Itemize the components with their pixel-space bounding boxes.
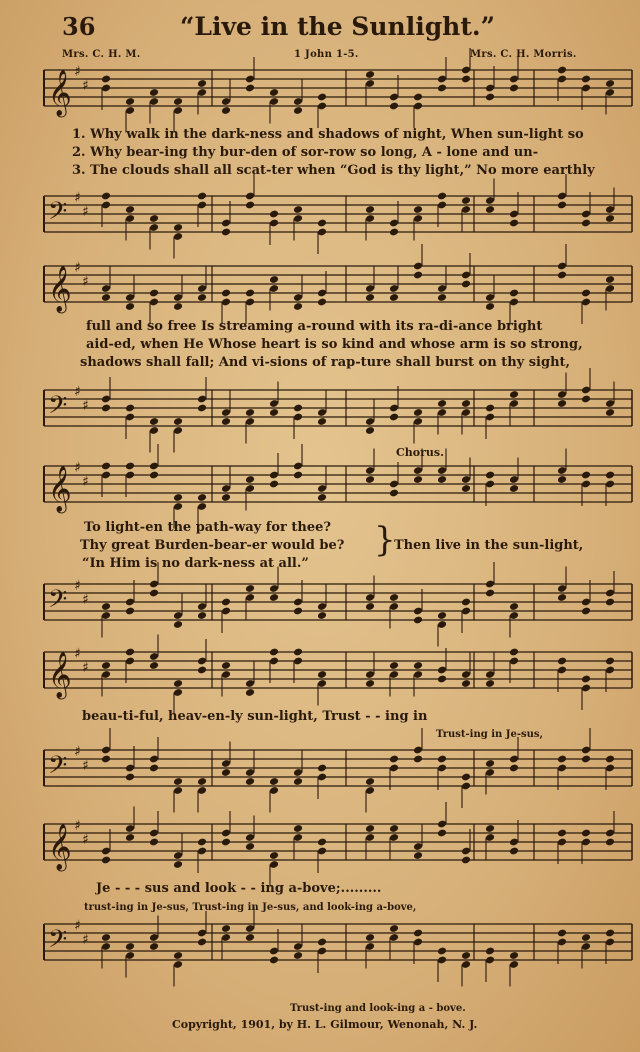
- note-head: [437, 84, 447, 93]
- note-head: [413, 408, 423, 417]
- sharp-icon: ♯: [74, 460, 81, 476]
- note-head: [245, 688, 255, 697]
- note-head: [605, 657, 615, 666]
- sharp-icon: ♯: [82, 592, 89, 608]
- note-head: [605, 755, 615, 764]
- note-head: [557, 399, 567, 408]
- note-head: [485, 404, 495, 413]
- bass-clef-icon: 𝄢: [48, 585, 68, 620]
- note-head: [173, 679, 183, 688]
- treble-clef-icon: 𝄞: [48, 70, 72, 116]
- note-head: [413, 93, 423, 102]
- note-head: [173, 417, 183, 426]
- treble-staff-system-5: [34, 818, 634, 870]
- note-head: [197, 493, 207, 502]
- note-head: [413, 616, 423, 625]
- note-head: [605, 408, 615, 417]
- system-3-verse-2: Thy great Burden-bear-er would be?: [80, 538, 345, 553]
- note-head: [485, 93, 495, 102]
- note-head: [509, 648, 519, 657]
- note-head: [365, 824, 375, 833]
- bass-clef-icon: 𝄢: [48, 197, 68, 232]
- note-head: [485, 759, 495, 768]
- note-head: [365, 426, 375, 435]
- note-head: [173, 951, 183, 960]
- note-head: [293, 106, 303, 115]
- system-3-verse-1: To light-en the path-way for thee?: [84, 520, 332, 535]
- note-head: [461, 773, 471, 782]
- note-head: [221, 768, 231, 777]
- note-head: [197, 293, 207, 302]
- note-head: [389, 924, 399, 933]
- note-head: [437, 475, 447, 484]
- sharp-icon: ♯: [74, 578, 81, 594]
- note-head: [221, 228, 231, 237]
- note-head: [173, 493, 183, 502]
- note-head: [293, 607, 303, 616]
- system-2-verse-3: shadows shall fall; And vi-sions of rap-ture shall burst on thy sight,: [80, 355, 571, 370]
- note-head: [581, 675, 591, 684]
- note-head: [461, 856, 471, 865]
- note-head: [557, 593, 567, 602]
- note-head: [509, 390, 519, 399]
- note-head: [101, 293, 111, 302]
- bass-staff-system-1: [34, 192, 634, 238]
- note-head: [509, 847, 519, 856]
- note-head: [125, 462, 135, 471]
- system-1-verse-2: 2. Why bear-ing thy bur-den of sor-row so long, A - lone and un-: [72, 145, 539, 160]
- note-head: [269, 777, 279, 786]
- note-head: [413, 929, 423, 938]
- sharp-icon: ♯: [74, 646, 81, 662]
- treble-clef-icon: 𝄞: [48, 466, 72, 512]
- note-head: [437, 399, 447, 408]
- note-head: [149, 838, 159, 847]
- note-head: [461, 598, 471, 607]
- system-3-chorus: Then live in the sun-light,: [394, 538, 584, 553]
- note-head: [125, 607, 135, 616]
- note-head: [269, 88, 279, 97]
- note-head: [101, 755, 111, 764]
- treble-staff-system-1: [34, 64, 634, 116]
- note-head: [197, 192, 207, 201]
- note-head: [437, 755, 447, 764]
- note-head: [293, 951, 303, 960]
- treble-clef-icon: 𝄞: [48, 652, 72, 698]
- note-head: [149, 661, 159, 670]
- note-head: [365, 679, 375, 688]
- note-head: [605, 838, 615, 847]
- treble-staff-system-2: [34, 260, 634, 312]
- note-head: [437, 829, 447, 838]
- bass-staff-system-2: [34, 386, 634, 432]
- note-head: [605, 79, 615, 88]
- note-head: [317, 670, 327, 679]
- note-head: [125, 404, 135, 413]
- note-head: [413, 205, 423, 214]
- bass-clef-icon: 𝄢: [48, 925, 68, 960]
- treble-clef-icon: 𝄞: [48, 266, 72, 312]
- chorus-label: Chorus.: [396, 446, 444, 459]
- note-head: [413, 851, 423, 860]
- note-head: [509, 219, 519, 228]
- note-head: [317, 764, 327, 773]
- note-head: [581, 755, 591, 764]
- bass-clef-icon: 𝄢: [48, 751, 68, 786]
- note-head: [197, 79, 207, 88]
- note-head: [101, 602, 111, 611]
- system-5-bass-echo: Trust-ing and look-ing a - bove.: [290, 1003, 466, 1014]
- sharp-icon: ♯: [82, 660, 89, 676]
- note-head: [221, 838, 231, 847]
- note-head: [101, 192, 111, 201]
- note-head: [437, 293, 447, 302]
- sharp-icon: ♯: [82, 932, 89, 948]
- copyright-line: Copyright, 1901, by H. L. Gilmour, Wenonah, N. J.: [172, 1018, 478, 1031]
- note-head: [581, 395, 591, 404]
- note-head: [197, 777, 207, 786]
- system-1-verse-1: 1. Why walk in the dark-ness and shadows of night, When sun-light so: [72, 127, 584, 142]
- note-head: [365, 933, 375, 942]
- note-head: [149, 471, 159, 480]
- note-head: [149, 289, 159, 298]
- note-head: [245, 201, 255, 210]
- note-head: [317, 938, 327, 947]
- note-head: [317, 838, 327, 847]
- note-head: [269, 275, 279, 284]
- note-head: [557, 66, 567, 75]
- sharp-icon: ♯: [74, 818, 81, 834]
- note-head: [509, 764, 519, 773]
- note-head: [365, 293, 375, 302]
- system-5-chorus: Je - - - sus and look - - ing a-bove;.........: [96, 881, 382, 896]
- note-head: [557, 829, 567, 838]
- note-head: [125, 773, 135, 782]
- note-head: [245, 584, 255, 593]
- note-head: [221, 106, 231, 115]
- note-head: [197, 838, 207, 847]
- note-head: [293, 404, 303, 413]
- note-head: [389, 413, 399, 422]
- note-head: [461, 484, 471, 493]
- note-head: [365, 70, 375, 79]
- sharp-icon: ♯: [82, 204, 89, 220]
- system-2-verse-1: full and so free Is streaming a-round with its ra-di-ance bright: [86, 319, 543, 334]
- note-head: [149, 942, 159, 951]
- system-1-verse-3: 3. The clouds shall all scat-ter when “God is thy light,” No more earthly: [72, 163, 595, 178]
- note-head: [461, 75, 471, 84]
- note-head: [509, 289, 519, 298]
- bass-staff-system-3: [34, 580, 634, 626]
- sharp-icon: ♯: [82, 832, 89, 848]
- note-head: [557, 271, 567, 280]
- note-head: [101, 462, 111, 471]
- system-2-verse-2: aid-ed, when He Whose heart is so kind and whose arm is so strong,: [86, 337, 583, 352]
- note-head: [173, 620, 183, 629]
- note-head: [557, 755, 567, 764]
- treble-staff-system-3: [34, 460, 634, 512]
- note-head: [245, 475, 255, 484]
- note-head: [485, 302, 495, 311]
- note-head: [389, 102, 399, 111]
- bass-clef-icon: 𝄢: [48, 391, 68, 426]
- note-head: [293, 777, 303, 786]
- note-head: [269, 480, 279, 489]
- note-head: [581, 75, 591, 84]
- note-head: [269, 593, 279, 602]
- note-head: [461, 951, 471, 960]
- note-head: [581, 933, 591, 942]
- note-head: [365, 205, 375, 214]
- credit-right: Mrs. C. H. Morris.: [470, 49, 577, 60]
- note-head: [605, 214, 615, 223]
- note-head: [293, 471, 303, 480]
- note-head: [293, 205, 303, 214]
- note-head: [125, 833, 135, 842]
- note-head: [149, 214, 159, 223]
- note-head: [149, 589, 159, 598]
- note-head: [149, 88, 159, 97]
- verse-brace: }: [374, 520, 396, 560]
- system-5-echo: trust-ing in Je-sus, Trust-ing in Je-sus, and look-ing a-bove,: [84, 902, 417, 913]
- note-head: [173, 777, 183, 786]
- note-head: [581, 607, 591, 616]
- sharp-icon: ♯: [82, 398, 89, 414]
- note-head: [173, 860, 183, 869]
- note-head: [413, 271, 423, 280]
- sharp-icon: ♯: [74, 744, 81, 760]
- note-head: [485, 589, 495, 598]
- note-head: [581, 829, 591, 838]
- note-head: [605, 598, 615, 607]
- note-head: [317, 93, 327, 102]
- sharp-icon: ♯: [82, 758, 89, 774]
- note-head: [317, 611, 327, 620]
- note-head: [221, 417, 231, 426]
- note-head: [485, 205, 495, 214]
- note-head: [173, 302, 183, 311]
- note-head: [437, 947, 447, 956]
- note-head: [125, 97, 135, 106]
- note-head: [461, 196, 471, 205]
- note-head: [485, 824, 495, 833]
- note-head: [509, 484, 519, 493]
- note-head: [317, 417, 327, 426]
- note-head: [269, 851, 279, 860]
- note-head: [149, 764, 159, 773]
- note-head: [317, 219, 327, 228]
- sharp-icon: ♯: [82, 474, 89, 490]
- note-head: [581, 289, 591, 298]
- sharp-icon: ♯: [74, 64, 81, 80]
- note-head: [437, 192, 447, 201]
- note-head: [101, 933, 111, 942]
- sharp-icon: ♯: [82, 78, 89, 94]
- note-head: [293, 648, 303, 657]
- note-head: [605, 471, 615, 480]
- note-head: [317, 298, 327, 307]
- note-head: [389, 293, 399, 302]
- note-head: [605, 929, 615, 938]
- note-head: [197, 666, 207, 675]
- note-head: [125, 648, 135, 657]
- note-head: [389, 593, 399, 602]
- note-head: [605, 275, 615, 284]
- note-head: [365, 602, 375, 611]
- note-head: [101, 75, 111, 84]
- note-head: [293, 302, 303, 311]
- note-head: [461, 679, 471, 688]
- note-head: [437, 675, 447, 684]
- note-head: [365, 475, 375, 484]
- note-head: [413, 755, 423, 764]
- sharp-icon: ♯: [74, 384, 81, 400]
- note-head: [245, 777, 255, 786]
- sharp-icon: ♯: [74, 190, 81, 206]
- note-head: [269, 956, 279, 965]
- note-head: [125, 205, 135, 214]
- note-head: [245, 842, 255, 851]
- note-head: [245, 408, 255, 417]
- hymn-title: “Live in the Sunlight.”: [180, 12, 495, 41]
- system-4-echo: Trust-ing in Je-sus,: [436, 729, 544, 740]
- note-head: [245, 84, 255, 93]
- note-head: [197, 404, 207, 413]
- note-head: [461, 280, 471, 289]
- note-head: [269, 408, 279, 417]
- note-head: [557, 475, 567, 484]
- note-head: [485, 679, 495, 688]
- note-head: [125, 942, 135, 951]
- system-3-verse-3: “In Him is no dark-ness at all.”: [82, 556, 309, 571]
- sharp-icon: ♯: [82, 274, 89, 290]
- note-head: [413, 475, 423, 484]
- note-head: [197, 611, 207, 620]
- note-head: [269, 648, 279, 657]
- note-head: [389, 489, 399, 498]
- note-head: [197, 938, 207, 947]
- note-head: [221, 661, 231, 670]
- note-head: [221, 289, 231, 298]
- note-head: [485, 471, 495, 480]
- note-head: [413, 661, 423, 670]
- note-head: [173, 97, 183, 106]
- note-head: [365, 777, 375, 786]
- note-head: [557, 929, 567, 938]
- note-head: [245, 933, 255, 942]
- note-head: [581, 219, 591, 228]
- note-head: [509, 84, 519, 93]
- note-head: [101, 404, 111, 413]
- note-head: [485, 947, 495, 956]
- note-head: [509, 602, 519, 611]
- note-head: [557, 657, 567, 666]
- system-4-chorus: beau-ti-ful, heav-en-ly sun-light, Trust - - ing in: [82, 709, 428, 724]
- note-head: [389, 228, 399, 237]
- note-head: [173, 223, 183, 232]
- sharp-icon: ♯: [74, 918, 81, 934]
- treble-staff-system-4: [34, 646, 634, 698]
- note-head: [317, 493, 327, 502]
- note-head: [437, 611, 447, 620]
- note-head: [269, 210, 279, 219]
- note-head: [389, 824, 399, 833]
- note-head: [389, 755, 399, 764]
- note-head: [389, 661, 399, 670]
- note-head: [149, 417, 159, 426]
- note-head: [125, 302, 135, 311]
- note-head: [557, 201, 567, 210]
- note-head: [221, 493, 231, 502]
- note-head: [245, 289, 255, 298]
- note-head: [509, 951, 519, 960]
- note-head: [221, 924, 231, 933]
- bass-staff-system-5: [34, 920, 634, 966]
- note-head: [581, 471, 591, 480]
- scripture-reference: 1 John 1-5.: [294, 49, 359, 60]
- note-head: [101, 661, 111, 670]
- sharp-icon: ♯: [74, 260, 81, 276]
- note-head: [221, 598, 231, 607]
- treble-clef-icon: 𝄞: [48, 824, 72, 870]
- bass-staff-system-4: [34, 746, 634, 792]
- note-head: [293, 824, 303, 833]
- note-head: [461, 399, 471, 408]
- note-head: [101, 856, 111, 865]
- hymn-number: 36: [62, 12, 96, 41]
- credit-left: Mrs. C. H. M.: [62, 49, 141, 60]
